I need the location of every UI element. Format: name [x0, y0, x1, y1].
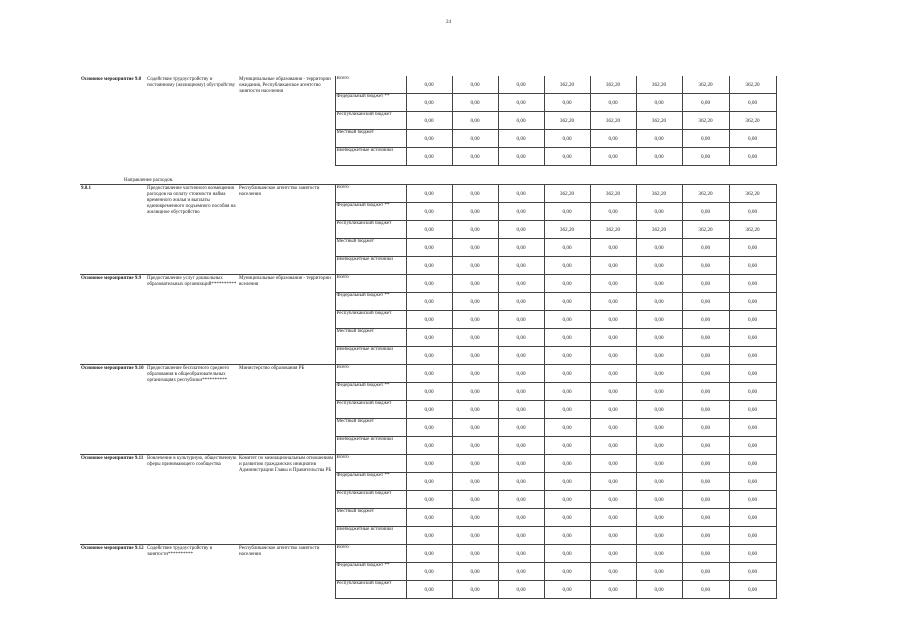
value-cell: 0,00: [590, 365, 636, 383]
value-cell: 0,00: [406, 383, 452, 401]
value-cell: 0,00: [590, 473, 636, 491]
value-cell: 0,00: [406, 455, 452, 473]
block-code: Основное мероприятие 9.10: [80, 365, 146, 455]
value-cell: 0,00: [498, 491, 544, 509]
value-cell: 0,00: [729, 383, 776, 401]
value-cell: 0,00: [544, 383, 590, 401]
value-cell: 0,00: [682, 148, 729, 166]
value-cell: 0,00: [590, 563, 636, 581]
value-cell: 0,00: [544, 455, 590, 473]
value-cell: 0,00: [452, 239, 498, 257]
block-name: Предоставление услуг дошкольных образовательных организаций**********: [146, 275, 238, 365]
table-row: [80, 545, 776, 563]
value-cell: 0,00: [682, 527, 729, 545]
value-cell: 0,00: [636, 130, 682, 148]
block-name: Предоставление бесплатного среднего образования в общеобразовательных организациях республики**********: [146, 365, 238, 455]
value-cell: 0,00: [544, 257, 590, 275]
value-cell: 0,00: [498, 275, 544, 293]
value-cell: 0,00: [636, 329, 682, 347]
value-cell: 0,00: [544, 311, 590, 329]
funding-source: Местный бюджет: [335, 130, 406, 148]
value-cell: 0,00: [590, 545, 636, 563]
value-cell: 0,00: [452, 185, 498, 203]
value-cell: 0,00: [452, 473, 498, 491]
value-cell: 0,00: [544, 419, 590, 437]
value-cell: 0,00: [636, 563, 682, 581]
value-cell: 0,00: [406, 563, 452, 581]
value-cell: 0,00: [498, 383, 544, 401]
table-row: [80, 76, 776, 94]
value-cell: 0,00: [452, 293, 498, 311]
value-cell: 0,00: [452, 401, 498, 419]
value-cell: 0,00: [498, 347, 544, 365]
value-cell: 0,00: [452, 257, 498, 275]
value-cell: 0,00: [406, 257, 452, 275]
value-cell: 0,00: [682, 563, 729, 581]
value-cell: 0,00: [682, 401, 729, 419]
funding-source: Всего: [335, 455, 406, 473]
value-cell: 0,00: [406, 329, 452, 347]
value-cell: 0,00: [729, 130, 776, 148]
value-cell: 0,00: [590, 94, 636, 112]
value-cell: 0,00: [636, 293, 682, 311]
value-cell: 0,00: [452, 419, 498, 437]
value-cell: 362,20: [729, 185, 776, 203]
value-cell: 0,00: [498, 419, 544, 437]
value-cell: 0,00: [498, 76, 544, 94]
value-cell: 0,00: [544, 545, 590, 563]
funding-source: Всего: [335, 76, 406, 94]
value-cell: 362,20: [682, 185, 729, 203]
value-cell: 0,00: [452, 581, 498, 599]
value-cell: 0,00: [406, 491, 452, 509]
budget-table-wrap: [80, 76, 776, 599]
value-cell: 0,00: [498, 203, 544, 221]
value-cell: 0,00: [452, 491, 498, 509]
value-cell: 0,00: [682, 455, 729, 473]
value-cell: 0,00: [636, 473, 682, 491]
value-cell: 0,00: [729, 527, 776, 545]
value-cell: 362,20: [729, 76, 776, 94]
funding-source: Внебюджетные источники: [335, 347, 406, 365]
value-cell: 0,00: [729, 239, 776, 257]
value-cell: 0,00: [498, 437, 544, 455]
value-cell: 0,00: [682, 257, 729, 275]
value-cell: 0,00: [544, 581, 590, 599]
funding-source: Республиканский бюджет: [335, 311, 406, 329]
value-cell: 0,00: [406, 527, 452, 545]
block-name: Предоставление частичного возмещения расходов на оплату стоимости найма временного жилья и выплаты единовременного подъемного пособия на жилищное обустройство: [146, 185, 238, 275]
value-cell: 362,20: [590, 112, 636, 130]
funding-source: Местный бюджет: [335, 239, 406, 257]
value-cell: 0,00: [636, 581, 682, 599]
value-cell: 0,00: [636, 148, 682, 166]
value-cell: 0,00: [590, 383, 636, 401]
value-cell: 0,00: [406, 221, 452, 239]
value-cell: 0,00: [498, 563, 544, 581]
value-cell: 0,00: [544, 365, 590, 383]
value-cell: 0,00: [498, 365, 544, 383]
value-cell: 0,00: [682, 203, 729, 221]
value-cell: 0,00: [636, 437, 682, 455]
value-cell: 0,00: [498, 473, 544, 491]
value-cell: 0,00: [406, 437, 452, 455]
value-cell: 0,00: [590, 257, 636, 275]
funding-source: Всего: [335, 185, 406, 203]
value-cell: 0,00: [682, 509, 729, 527]
value-cell: 0,00: [498, 329, 544, 347]
value-cell: 0,00: [452, 527, 498, 545]
value-cell: 0,00: [729, 329, 776, 347]
value-cell: 0,00: [498, 311, 544, 329]
value-cell: 0,00: [590, 509, 636, 527]
value-cell: 0,00: [729, 275, 776, 293]
value-cell: 0,00: [406, 275, 452, 293]
value-cell: 362,20: [544, 112, 590, 130]
page-number: 24: [446, 20, 451, 25]
value-cell: 0,00: [729, 545, 776, 563]
value-cell: 0,00: [452, 130, 498, 148]
value-cell: 0,00: [544, 509, 590, 527]
value-cell: 0,00: [590, 239, 636, 257]
value-cell: 0,00: [682, 419, 729, 437]
value-cell: 0,00: [590, 203, 636, 221]
value-cell: 0,00: [636, 365, 682, 383]
funding-source: Федеральный бюджет **: [335, 203, 406, 221]
value-cell: 0,00: [498, 94, 544, 112]
value-cell: 0,00: [452, 365, 498, 383]
value-cell: 0,00: [452, 383, 498, 401]
value-cell: 0,00: [729, 419, 776, 437]
value-cell: 0,00: [729, 473, 776, 491]
value-cell: 0,00: [729, 148, 776, 166]
value-cell: 0,00: [452, 76, 498, 94]
value-cell: 0,00: [636, 401, 682, 419]
section-note-row: [80, 166, 776, 185]
table-row: [80, 455, 776, 473]
value-cell: 0,00: [590, 455, 636, 473]
funding-source: Внебюджетные источники: [335, 257, 406, 275]
value-cell: 0,00: [452, 545, 498, 563]
value-cell: 0,00: [452, 437, 498, 455]
value-cell: 0,00: [636, 94, 682, 112]
value-cell: 0,00: [682, 545, 729, 563]
value-cell: 0,00: [682, 293, 729, 311]
block-exec: Министерство образования РБ: [238, 365, 335, 455]
value-cell: 0,00: [544, 527, 590, 545]
value-cell: 0,00: [636, 455, 682, 473]
block-code: Основное мероприятие 9.8: [81, 77, 142, 82]
value-cell: 0,00: [729, 347, 776, 365]
value-cell: 362,20: [682, 76, 729, 94]
value-cell: 0,00: [406, 112, 452, 130]
value-cell: 0,00: [406, 347, 452, 365]
value-cell: 0,00: [544, 130, 590, 148]
value-cell: 0,00: [452, 148, 498, 166]
value-cell: 0,00: [590, 311, 636, 329]
block-exec: Муниципальные образования - территории ожидания, Республиканское агентство занятости населения: [239, 77, 331, 94]
value-cell: 0,00: [729, 257, 776, 275]
value-cell: 0,00: [544, 491, 590, 509]
block-code: Основное мероприятие 9.9: [80, 275, 146, 365]
value-cell: 0,00: [406, 148, 452, 166]
block-name: Содействие трудоустройству в занятости**********: [146, 545, 238, 599]
value-cell: 0,00: [590, 527, 636, 545]
value-cell: 0,00: [729, 491, 776, 509]
funding-source: Всего: [335, 275, 406, 293]
value-cell: 0,00: [636, 347, 682, 365]
funding-source: Внебюджетные источники: [335, 148, 406, 166]
funding-source: Всего: [335, 365, 406, 383]
value-cell: 0,00: [452, 221, 498, 239]
value-cell: 362,20: [682, 221, 729, 239]
value-cell: 0,00: [498, 112, 544, 130]
value-cell: 0,00: [452, 112, 498, 130]
value-cell: 0,00: [544, 473, 590, 491]
value-cell: 362,20: [729, 112, 776, 130]
value-cell: 0,00: [498, 581, 544, 599]
value-cell: 0,00: [406, 203, 452, 221]
block-name: Вовлечение в культурную, общественную сферы принимающего сообщества: [146, 455, 238, 545]
value-cell: 0,00: [636, 275, 682, 293]
value-cell: 0,00: [406, 581, 452, 599]
funding-source: Всего: [335, 545, 406, 563]
block-code: Основное мероприятие 9.12: [80, 545, 146, 599]
value-cell: 0,00: [636, 527, 682, 545]
value-cell: 0,00: [682, 491, 729, 509]
value-cell: 0,00: [590, 293, 636, 311]
value-cell: 0,00: [590, 329, 636, 347]
value-cell: 0,00: [682, 437, 729, 455]
value-cell: 0,00: [406, 545, 452, 563]
value-cell: 0,00: [498, 455, 544, 473]
value-cell: 0,00: [729, 563, 776, 581]
value-cell: 0,00: [406, 509, 452, 527]
value-cell: 0,00: [452, 203, 498, 221]
value-cell: 0,00: [452, 509, 498, 527]
value-cell: 362,20: [590, 76, 636, 94]
value-cell: 0,00: [590, 581, 636, 599]
funding-source: Внебюджетные источники: [335, 527, 406, 545]
funding-source: Местный бюджет: [335, 509, 406, 527]
value-cell: 0,00: [636, 311, 682, 329]
value-cell: 0,00: [590, 275, 636, 293]
value-cell: 0,00: [729, 437, 776, 455]
value-cell: 0,00: [636, 509, 682, 527]
value-cell: 0,00: [590, 491, 636, 509]
value-cell: 0,00: [498, 293, 544, 311]
value-cell: 0,00: [682, 383, 729, 401]
value-cell: 0,00: [682, 581, 729, 599]
value-cell: 0,00: [636, 419, 682, 437]
block-exec: Комитет по межнациональным отношениям и развитию гражданских инициатив Администрации Главы и Правительства РБ: [238, 455, 335, 545]
funding-source: Местный бюджет: [335, 419, 406, 437]
budget-table: [80, 76, 777, 599]
value-cell: 0,00: [544, 329, 590, 347]
value-cell: 0,00: [544, 239, 590, 257]
value-cell: 0,00: [682, 130, 729, 148]
table-row: [80, 365, 776, 383]
funding-source: Местный бюджет: [335, 329, 406, 347]
value-cell: 362,20: [590, 185, 636, 203]
value-cell: 0,00: [406, 419, 452, 437]
block-code: Основное мероприятие 9.11: [80, 455, 146, 545]
value-cell: 0,00: [682, 311, 729, 329]
funding-source: Федеральный бюджет **: [335, 94, 406, 112]
value-cell: 0,00: [498, 545, 544, 563]
value-cell: 362,20: [544, 76, 590, 94]
value-cell: 0,00: [729, 203, 776, 221]
funding-source: Республиканский бюджет: [335, 581, 406, 599]
value-cell: 0,00: [498, 130, 544, 148]
value-cell: 0,00: [590, 401, 636, 419]
value-cell: 0,00: [406, 365, 452, 383]
budget-table-body: [80, 76, 776, 599]
value-cell: 0,00: [498, 185, 544, 203]
value-cell: 362,20: [590, 221, 636, 239]
funding-source: Федеральный бюджет **: [335, 563, 406, 581]
value-cell: 0,00: [406, 311, 452, 329]
funding-source: Федеральный бюджет **: [335, 473, 406, 491]
block-name: Содействие трудоустройству и постоянному (жилищному) обустройству: [147, 77, 236, 88]
value-cell: 0,00: [729, 293, 776, 311]
value-cell: 0,00: [544, 347, 590, 365]
funding-source: Республиканский бюджет: [335, 491, 406, 509]
funding-source: Республиканский бюджет: [335, 112, 406, 130]
value-cell: 362,20: [544, 185, 590, 203]
value-cell: 0,00: [682, 94, 729, 112]
value-cell: 362,20: [636, 76, 682, 94]
value-cell: 0,00: [498, 401, 544, 419]
value-cell: 0,00: [498, 257, 544, 275]
value-cell: 0,00: [406, 76, 452, 94]
value-cell: 362,20: [636, 221, 682, 239]
value-cell: 0,00: [729, 365, 776, 383]
value-cell: 0,00: [498, 527, 544, 545]
value-cell: 0,00: [452, 329, 498, 347]
value-cell: 0,00: [544, 293, 590, 311]
block-exec: Республиканское агентство занятости населения: [238, 545, 335, 599]
value-cell: 0,00: [406, 130, 452, 148]
value-cell: 0,00: [590, 148, 636, 166]
funding-source: Федеральный бюджет **: [335, 383, 406, 401]
funding-source: Внебюджетные источники: [335, 437, 406, 455]
value-cell: 0,00: [452, 455, 498, 473]
value-cell: 0,00: [729, 455, 776, 473]
section-note: Направление расходов.: [80, 166, 776, 185]
value-cell: 362,20: [636, 112, 682, 130]
value-cell: 0,00: [590, 130, 636, 148]
value-cell: 0,00: [406, 293, 452, 311]
value-cell: 0,00: [544, 94, 590, 112]
funding-source: Республиканский бюджет: [335, 401, 406, 419]
value-cell: 0,00: [498, 509, 544, 527]
value-cell: 0,00: [452, 347, 498, 365]
value-cell: 0,00: [498, 239, 544, 257]
value-cell: 0,00: [682, 329, 729, 347]
value-cell: 0,00: [406, 473, 452, 491]
table-row: [80, 275, 776, 293]
value-cell: 0,00: [590, 419, 636, 437]
value-cell: 362,20: [636, 185, 682, 203]
value-cell: 0,00: [729, 509, 776, 527]
value-cell: 0,00: [452, 94, 498, 112]
value-cell: 0,00: [729, 311, 776, 329]
value-cell: 0,00: [729, 581, 776, 599]
table-row: [80, 185, 776, 203]
value-cell: 0,00: [406, 94, 452, 112]
value-cell: 0,00: [636, 545, 682, 563]
value-cell: 0,00: [636, 239, 682, 257]
funding-source: Федеральный бюджет **: [335, 293, 406, 311]
value-cell: 0,00: [682, 473, 729, 491]
value-cell: 0,00: [682, 347, 729, 365]
value-cell: 0,00: [636, 203, 682, 221]
value-cell: 362,20: [682, 112, 729, 130]
value-cell: 0,00: [544, 148, 590, 166]
value-cell: 0,00: [406, 239, 452, 257]
funding-source: Республиканский бюджет: [335, 221, 406, 239]
value-cell: 0,00: [452, 275, 498, 293]
value-cell: 0,00: [406, 185, 452, 203]
block-exec: Республиканское агентство занятости населения: [238, 185, 335, 275]
value-cell: 0,00: [729, 94, 776, 112]
value-cell: 0,00: [590, 437, 636, 455]
value-cell: 0,00: [636, 383, 682, 401]
value-cell: 0,00: [682, 275, 729, 293]
value-cell: 0,00: [729, 401, 776, 419]
value-cell: 0,00: [544, 401, 590, 419]
block-exec: Муниципальные образования - территории вселения: [238, 275, 335, 365]
value-cell: 0,00: [544, 437, 590, 455]
value-cell: 0,00: [544, 275, 590, 293]
value-cell: 0,00: [452, 311, 498, 329]
value-cell: 0,00: [406, 401, 452, 419]
value-cell: 0,00: [544, 563, 590, 581]
value-cell: 0,00: [544, 203, 590, 221]
block-code: 9.8.1: [80, 185, 146, 275]
value-cell: 0,00: [452, 563, 498, 581]
value-cell: 0,00: [636, 491, 682, 509]
value-cell: 0,00: [590, 347, 636, 365]
value-cell: 362,20: [544, 221, 590, 239]
value-cell: 0,00: [498, 221, 544, 239]
value-cell: 0,00: [498, 148, 544, 166]
value-cell: 0,00: [636, 257, 682, 275]
value-cell: 0,00: [682, 239, 729, 257]
value-cell: 362,20: [729, 221, 776, 239]
value-cell: 0,00: [682, 365, 729, 383]
